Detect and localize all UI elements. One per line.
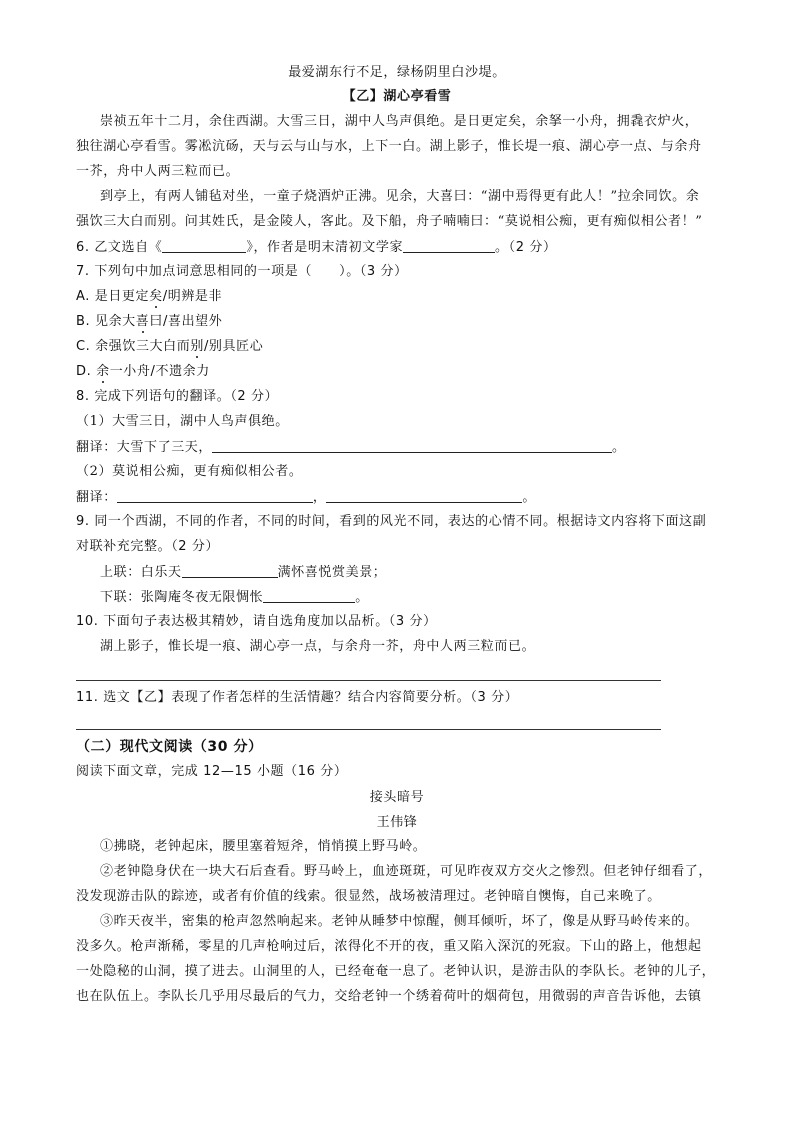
q8-blank-1[interactable] [212, 438, 612, 453]
q11-answer-line[interactable] [76, 729, 661, 730]
q7-d-post: 一小舟/不遗余力 [109, 364, 210, 379]
section-2-instruction: 阅读下面文章，完成 12—15 小题（16 分） [76, 764, 348, 779]
article-author: 王伟锋 [376, 815, 418, 830]
question-9-stem-1: 9. 同一个西湖，不同的作者，不同的时间，看到的风光不同，表达的心情不同。根据诗文内容将下面这副 [76, 514, 707, 529]
q6-part-a: 6. 乙文选自《 [76, 240, 163, 255]
article-p3-line3: 一处隐秘的山洞，摸了进去。山洞里的人，已经奄奄一息了。老钟认识，是游击队的李队长。老钟的儿子， [76, 964, 716, 979]
passage-b-title: 【乙】湖心亭看雪 [342, 89, 452, 104]
q9-blank-upper[interactable] [182, 563, 278, 578]
q8-sentence-2: （2）莫说相公痴，更有痴似相公者。 [76, 464, 303, 479]
question-11-stem: 11. 选文【乙】表现了作者怎样的生活情趣？结合内容简要分析。（3 分） [76, 690, 519, 705]
q9-down-pre: 下联：张陶庵冬夜无限惆怅 [100, 590, 264, 605]
q6-blank-author[interactable] [403, 238, 495, 253]
passage-b-p1-line2: 独往湖心亭看雪。雾凇沆砀，天与云与山与水，上下一白。湖上影子，惟长堤一痕、湖心亭一点、与余舟 [76, 139, 702, 154]
q8-t1-pre: 翻译：大雪下了三天， [76, 440, 213, 455]
question-8-stem: 8. 完成下列语句的翻译。（2 分） [76, 389, 279, 404]
q7-b-dotted: 喜 [135, 314, 150, 329]
article-p1: ①拂晓，老钟起床，腰里塞着短斧，悄悄摸上野马岭。 [100, 839, 427, 854]
poem-last-line: 最爱湖东行不足，绿杨阴里白沙堤。 [288, 65, 506, 80]
q7-a-pre: A. 是日更定 [76, 289, 150, 304]
passage-b-p1-line3: 一芥，舟中人两三粒而已。 [76, 164, 240, 179]
q7-a-post: /明辨是非 [162, 289, 223, 304]
question-9-stem-2: 对联补充完整。（2 分） [76, 539, 220, 554]
q8-translation-1 [76, 438, 726, 457]
question-10-stem: 10. 下面句子表达极其精妙，请自选角度加以品析。（3 分） [76, 614, 437, 629]
article-p3-line2: 没多久。枪声渐稀，零星的几声枪响过后，浓得化不开的夜，重又陷入深沉的死寂。下山的路上，他想起 [76, 939, 702, 954]
passage-b-p2-line1: 到亭上，有两人铺毡对坐，一童子烧酒炉正沸。见余，大喜曰：“湖中焉得更有此人！”拉余同饮。余 [100, 189, 700, 204]
q7-d-dotted: 余 [96, 364, 110, 379]
article-p2-line1: ②老钟隐身伏在一块大石后查看。野马岭上，血迹斑斑，可见昨夜双方交火之惨烈。但老钟仔细看了， [100, 864, 713, 879]
article-p3-line4: 也在队伍上。李队长几乎用尽最后的气力，交给老钟一个绣着荷叶的烟荷包，用微弱的声音告诉他，去镇 [76, 989, 702, 1004]
q8-blank-2b[interactable] [326, 488, 522, 503]
q9-up-pre: 上联：白乐天 [100, 565, 182, 580]
q9-lower-couplet [100, 588, 750, 607]
q7-b-pre: B. 见余大 [76, 314, 136, 329]
q8-t2-post: 。 [522, 490, 537, 505]
article-p3-line1: ③昨天夜半，密集的枪声忽然响起来。老钟从睡梦中惊醒，侧耳倾听，坏了，像是从野马岭传来的。 [100, 914, 699, 929]
article-p2-line2: 没发现游击队的踪迹，或者有价值的线索。很显然，战场被清理过。老钟暗自懊悔，自己来晚了。 [76, 889, 661, 904]
q8-t1-post: 。 [612, 440, 626, 455]
q7-option-c[interactable] [76, 338, 726, 356]
q6-blank-source[interactable] [162, 238, 246, 253]
q7-option-a[interactable] [76, 288, 726, 306]
q9-blank-lower[interactable] [263, 588, 355, 603]
q7-option-b[interactable] [76, 313, 726, 331]
q8-sentence-1: （1）大雪三日，湖中人鸟声俱绝。 [76, 414, 289, 429]
q7-c-post: /别具匠心 [203, 339, 264, 354]
q7-c-dotted: 别 [190, 339, 204, 354]
q8-blank-2a[interactable] [117, 488, 313, 503]
q8-translation-2 [76, 488, 726, 507]
q9-down-post: 。 [355, 590, 369, 605]
q6-part-c: 。（2 分） [495, 240, 557, 255]
q7-d-pre: D. [76, 364, 97, 379]
q9-up-post: 满怀喜悦赏美景； [277, 565, 387, 580]
question-6 [76, 238, 726, 257]
q6-part-b: 》，作者是明末清初文学家 [246, 240, 404, 255]
article-title: 接头暗号 [369, 790, 425, 805]
q7-a-dotted: 矣 [149, 289, 163, 304]
q7-option-d[interactable] [76, 363, 726, 381]
q8-t2-mid: ， [312, 490, 327, 505]
q7-c-pre: C. 余强饮三大白而 [76, 339, 191, 354]
q8-t2-pre: 翻译： [76, 490, 117, 505]
section-2-heading: （二）现代文阅读（30 分） [76, 739, 263, 755]
passage-b-p2-line2: 强饮三大白而别。问其姓氏，是金陵人，客此。及下船，舟子喃喃曰：“莫说相公痴，更有痴似相公者！” [76, 214, 703, 229]
question-7-stem: 7. 下列句中加点词意思相同的一项是（ ）。（3 分） [76, 264, 408, 279]
q7-b-post: 曰/喜出望外 [149, 314, 223, 329]
q9-upper-couplet [100, 563, 750, 582]
q10-answer-line[interactable] [76, 680, 661, 681]
passage-b-p1-line1: 崇祯五年十二月，余住西湖。大雪三日，湖中人鸟声俱绝。是日更定矣，余拏一小舟，拥毳衣炉火， [100, 114, 699, 129]
q10-quote: 湖上影子，惟长堤一痕、湖心亭一点，与余舟一芥，舟中人两三粒而已。 [100, 639, 536, 654]
